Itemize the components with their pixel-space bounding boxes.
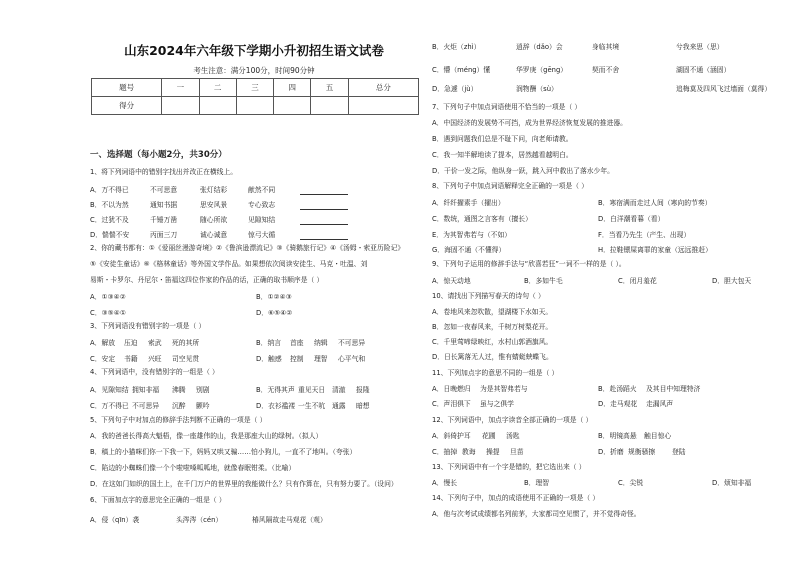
word-item: 汤匙 (506, 432, 520, 440)
word-item: 润物酬（sù） (516, 85, 558, 93)
answer-blank[interactable] (300, 187, 348, 195)
word-item: 司空见贯 (172, 355, 200, 363)
word-item: 重见天日 (298, 386, 326, 394)
score-input[interactable] (311, 97, 348, 115)
score-cell: 一 (162, 79, 199, 97)
question-line: C．千里莺啼绿映红，水村山郭酒旗风。 (432, 338, 553, 346)
word-item: 操提 (486, 448, 500, 456)
word-item: 兴旺 (148, 355, 162, 363)
answer-blank[interactable] (300, 202, 348, 210)
word-item: 旦苗 (510, 448, 524, 456)
word-item: 及其目中知理特济 (646, 385, 701, 393)
word-item: 理智 (314, 355, 328, 363)
word-item: 见隙知结 (248, 216, 276, 224)
option-item[interactable]: C．③⑤④① (90, 309, 126, 317)
question-line: A．他与次考试成绩都名列前茅，大家都司空见惯了，并不觉得奇怪。 (432, 510, 641, 518)
question-line: 4、下列词语中，没有错别字的一组是（ ） (90, 368, 219, 376)
word-item: 惊弓大循 (248, 231, 276, 239)
option-item[interactable]: A．万不得已 (90, 186, 129, 194)
word-item: 丙面三刀 (150, 231, 178, 239)
option-item[interactable]: D．白洋潮看暮（看） (598, 215, 665, 223)
score-input[interactable] (236, 97, 273, 115)
option-item[interactable]: D．触感 (256, 355, 282, 363)
word-item: 虽与之俱学 (480, 400, 514, 408)
word-item: 专心致志 (248, 201, 276, 209)
option-item[interactable]: B．无得其声 (256, 386, 295, 394)
option-item[interactable]: D．惴惴不安 (90, 231, 130, 239)
question-line: A．卷地风来忽吹散，望湖楼下水如天。 (432, 308, 553, 316)
question-line: 13、下列词语中有一个字是错的，把它选出来（ ） (432, 463, 586, 471)
option-item[interactable]: A．慢长 (432, 479, 458, 487)
word-item: 千锤万凿 (150, 216, 178, 224)
option-item[interactable]: D．胆大包天 (712, 277, 752, 285)
option-item[interactable]: C．万不得已 (90, 402, 129, 410)
word-item: 逍辞（dǎo）会 (516, 43, 563, 51)
option-item[interactable]: B．①②④③ (256, 293, 292, 301)
answer-blank[interactable] (300, 232, 348, 240)
word-item: 触目惊心 (644, 432, 672, 440)
question-line: 易斯・卡罗尔、丹尼尔・笛福这四位作家的作品的话，正确的取书顺序是（ ） (90, 276, 324, 284)
word-item: 规衡骚擦 (628, 448, 656, 456)
word-item: 通知书据 (150, 201, 178, 209)
option-item[interactable]: B．理智 (524, 479, 550, 487)
word-item: 椿风隔故走马观花（观） (252, 516, 327, 524)
option-item[interactable]: C．安定 (90, 355, 116, 363)
score-value-row (92, 97, 419, 115)
option-item[interactable]: B．纳言 (256, 339, 282, 347)
score-cell: 五 (311, 79, 348, 97)
word-item: 湖固不通（涵固） (676, 66, 731, 74)
option-item[interactable]: B．火炬（zhì） (432, 43, 481, 51)
option-item[interactable]: C．声泪俱下 (432, 400, 471, 408)
question-line: 9、下列句子运用的修辞手法与“欣喜若狂”一词不一样的是（ ）。 (432, 260, 626, 268)
score-table (91, 78, 419, 115)
word-item: 纳辑 (314, 339, 328, 347)
score-cell: 总分 (348, 79, 418, 97)
word-item: 献然不同 (248, 186, 276, 194)
option-item[interactable]: A．①③④② (90, 293, 126, 301)
word-item: 心平气和 (338, 355, 366, 363)
word-item: 书籍 (124, 355, 138, 363)
option-item[interactable]: C．抽掉 (432, 448, 458, 456)
option-item[interactable]: A．纤纤擢素手（擢出） (432, 199, 505, 207)
option-item[interactable]: A．惊天动地 (432, 277, 471, 285)
word-item: 不可思意 (150, 186, 178, 194)
question-line: 6、下面加点字的意思完全正确的一组是（ ） (90, 496, 226, 504)
option-item[interactable]: D．急遽（jù） (432, 85, 478, 93)
question-line: B．稿上的小猫咪们你一下我一下，妈妈又哄又骗……怕小狗儿，一直不了地叫。（夸张） (90, 448, 357, 456)
word-item: 走漏风声 (646, 400, 674, 408)
question-line: C．我一知半解地读了提本，居然越看越明白。 (432, 151, 573, 159)
option-item[interactable]: B．寒宿满而走过人间（寒向的节奏） (598, 199, 712, 207)
option-item[interactable]: E．为其智弗若与（不如） (432, 231, 512, 239)
question-line: 12、下列词语中，加点字读音全部正确的一项是（ ） (432, 416, 593, 424)
score-cell: 二 (199, 79, 236, 97)
option-item[interactable]: D．衣衫褴褛 (256, 402, 296, 410)
option-item[interactable]: F．当看乃先生（产生、出现） (598, 231, 691, 239)
word-item: 拥知非福 (132, 386, 160, 394)
question-line: 10、请找出下列描写春天的诗句（ ） (432, 292, 545, 300)
word-item: 报隆 (356, 386, 370, 394)
option-item[interactable]: D．⑥⑤④② (256, 309, 293, 317)
word-item: 压迫 (124, 339, 138, 347)
score-cell: 题号 (92, 79, 162, 97)
word-item: 别剧 (196, 386, 210, 394)
word-item: 头涔涔（cén） (176, 516, 223, 524)
word-item: 随心所欲 (200, 216, 228, 224)
score-label: 得分 (92, 97, 162, 115)
word-item: 控制 (290, 355, 304, 363)
option-item[interactable]: A．斜倚护耳 (432, 432, 471, 440)
option-item[interactable]: C．过犹不及 (90, 216, 129, 224)
question-line: A．我的爸爸长得高大魁梧，像一座雄伟的山，我是那座大山的绿树。（拟人） (90, 432, 323, 440)
word-item: 通露 (332, 402, 346, 410)
option-item[interactable]: C．闭月羞花 (618, 277, 657, 285)
option-item[interactable]: A．解放 (90, 339, 116, 347)
word-item: 张灯结彩 (200, 186, 228, 194)
word-item: 死的其所 (172, 339, 200, 347)
option-item[interactable]: C．懵（méng）懂 (432, 66, 491, 74)
word-item: 契而不舍 (592, 66, 620, 74)
word-item: 追梅莫及四风飞过墙面（莫得） (676, 85, 772, 93)
question-line: D．在这如门如织的国土上，在千门万户的世界里的我能做什么？只有作算在，只有努力要了。（设问） (90, 480, 398, 488)
option-item[interactable]: H．拉鞋镖屎离罪的家童（远远推赶） (598, 246, 712, 254)
word-item: 沉醉 (172, 402, 186, 410)
option-item[interactable]: B．不以为然 (90, 201, 129, 209)
word-item: 索武 (148, 339, 162, 347)
answer-blank[interactable] (300, 217, 348, 225)
word-item: 沸腾 (172, 386, 186, 394)
word-item: 诚心诚意 (200, 231, 228, 239)
option-item[interactable]: C．数统，通图之言客有（擅长） (432, 215, 532, 223)
exam-notice: 考生注意：满分100分，时间90分钟 (193, 66, 315, 75)
question-line: 2、你的藏书都有：①《爱丽丝漫游奇境》②《鲁滨逊漂流记》③《骑鹅旅行记》④《汤姆・索亚历险记》 (90, 244, 405, 252)
question-line: D．干价一发之际，他纵身一跃，跳入河中救出了落水少年。 (432, 167, 614, 175)
word-item: 暗想 (356, 402, 370, 410)
question-line: B．忽如一夜春风来，千树万树梨花开。 (432, 323, 553, 331)
section-heading: 一、选择题（每小题2分，共30分） (90, 150, 227, 160)
option-item[interactable]: B．多如牛毛 (524, 277, 563, 285)
question-line: 3、下列词语没有错别字的一项是（ ） (90, 322, 206, 330)
option-item[interactable]: A．日晚燃归 (432, 385, 471, 393)
question-line: 8、下列句子中加点词语解释完全正确的一项是（ ） (432, 182, 589, 190)
score-input[interactable] (348, 97, 418, 115)
option-item[interactable]: A．见隙知结 (90, 386, 129, 394)
score-input[interactable] (162, 97, 199, 115)
score-header-row (92, 79, 419, 97)
word-item: 不可思异 (338, 339, 366, 347)
score-input[interactable] (274, 97, 311, 115)
question-line: 1、将下列词语中的错别字找出并改正在横线上。 (90, 168, 238, 176)
question-line: 7、下列句子中加点词语使用不恰当的一项是（ ） (432, 103, 582, 111)
question-line: D．日长篱落无人过，惟有蜻蜓蛱蝶飞。 (432, 353, 553, 361)
word-item: 不可思异 (132, 402, 160, 410)
word-item: 教诲 (462, 448, 476, 456)
question-line: A．中国经济的发展势不可挡，成为世界经济恢复发展的推进器。 (432, 119, 627, 127)
question-line: 14、下列句子中，加点的成语使用不正确的一项是（ ） (432, 494, 600, 502)
option-item[interactable]: B．明镜高悬 (598, 432, 637, 440)
option-item[interactable]: D．折磨 (598, 448, 624, 456)
option-item[interactable]: A．侵（qīn）袭 (90, 516, 140, 524)
option-item[interactable]: B．赴汤蹈火 (598, 385, 637, 393)
word-item: 登陆 (672, 448, 686, 456)
score-cell: 三 (236, 79, 273, 97)
word-item: 颤吟 (196, 402, 210, 410)
option-item[interactable]: C．尖锐 (618, 479, 644, 487)
page-title: 山东2024年六年级下学期小升初招生语文试卷 (124, 43, 384, 58)
word-item: 首座 (290, 339, 304, 347)
question-line: 11、下列加点字的意思不同的一组是（ ） (432, 369, 559, 377)
word-item: 身临其境 (592, 43, 620, 51)
score-input[interactable] (199, 97, 236, 115)
word-item: 兮我来思（思） (676, 43, 724, 51)
question-line: B．遇到问题我们总是不耻下问，向老师请教。 (432, 135, 573, 143)
word-item: 一生不吭 (298, 402, 326, 410)
word-item: 花圃 (482, 432, 496, 440)
option-item[interactable]: D．烦知非福 (712, 479, 752, 487)
word-item: 清澈 (332, 386, 346, 394)
question-line: 5、下列句子中对加点的修辞手法判断不正确的一项是（ ） (90, 416, 267, 424)
word-item: 华罗庚（gēng） (516, 66, 568, 74)
word-item: 思安风景 (200, 201, 228, 209)
score-cell: 四 (274, 79, 311, 97)
option-item[interactable]: G．海固不通（不懂得） (432, 246, 506, 254)
question-line: C．陷边的小蜘蛛们像一个个啦啦嗓呱呱地，就像春眠钳柔。（比喻） (90, 464, 296, 472)
option-item[interactable]: D．走马观花 (598, 400, 638, 408)
word-item: 为是其智弗若与 (480, 385, 528, 393)
question-line: ⑤《安徒生童话》⑥《格林童话》等外国文学作品。如果想依次阅读安徒生、马克・吐温、刘 (90, 260, 368, 268)
